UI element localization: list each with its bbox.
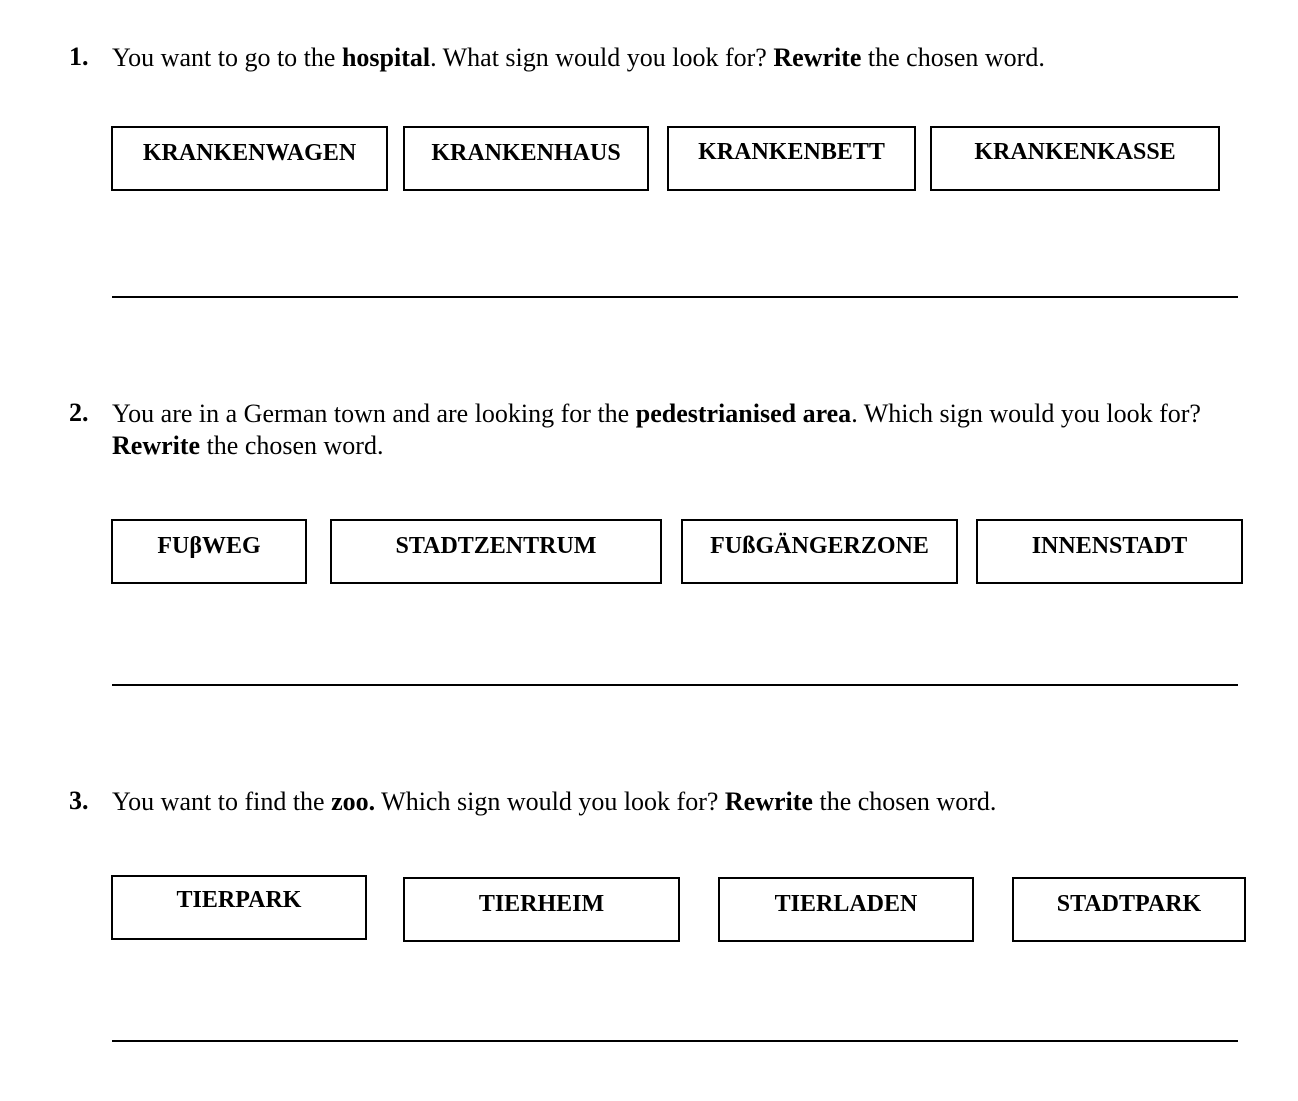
question-text-part: You are in a German town and are looking for the [112, 399, 636, 428]
sign-option[interactable]: INNENSTADT [976, 519, 1243, 584]
sign-option[interactable]: STADTPARK [1012, 877, 1246, 942]
question-text-part: . What sign would you look for? [430, 43, 774, 72]
question-number: 1. [69, 42, 89, 71]
question-keyword: pedestrianised area [635, 399, 852, 428]
answer-line[interactable] [112, 296, 1238, 298]
question-text-part: the chosen word. [861, 43, 1045, 72]
question-keyword: hospital [341, 43, 431, 72]
question-text-part: Which sign would you look for? [375, 787, 725, 816]
sign-option[interactable]: TIERLADEN [718, 877, 974, 942]
sign-option[interactable]: KRANKENWAGEN [111, 126, 388, 191]
question-instruction: Rewrite [724, 787, 813, 816]
question-text [112, 42, 1252, 74]
question-text-part: the chosen word. [200, 431, 384, 460]
question-text [112, 786, 1252, 818]
question-keyword: zoo. [331, 787, 376, 816]
question-text-part: the chosen word. [812, 787, 997, 816]
sign-option[interactable]: KRANKENHAUS [403, 126, 649, 191]
answer-line[interactable] [112, 1040, 1238, 1042]
question-instruction: Rewrite [112, 431, 201, 460]
sign-option[interactable]: KRANKENKASSE [930, 126, 1220, 191]
sign-option[interactable]: FUβWEG [111, 519, 307, 584]
sign-option[interactable]: FUßGÄNGERZONE [681, 519, 958, 584]
answer-line[interactable] [112, 684, 1238, 686]
question-text-part: You want to go to the [112, 43, 342, 72]
question-number: 2. [69, 398, 89, 427]
sign-option[interactable]: TIERHEIM [403, 877, 680, 942]
sign-option[interactable]: KRANKENBETT [667, 126, 916, 191]
sign-option[interactable]: TIERPARK [111, 875, 367, 940]
question-text [112, 398, 1222, 462]
question-instruction: Rewrite [773, 43, 862, 72]
question-text-part: You want to find the [112, 787, 332, 816]
question-text-part: . Which sign would you look for? [851, 399, 1201, 428]
question-number: 3. [69, 786, 89, 815]
sign-option[interactable]: STADTZENTRUM [330, 519, 662, 584]
